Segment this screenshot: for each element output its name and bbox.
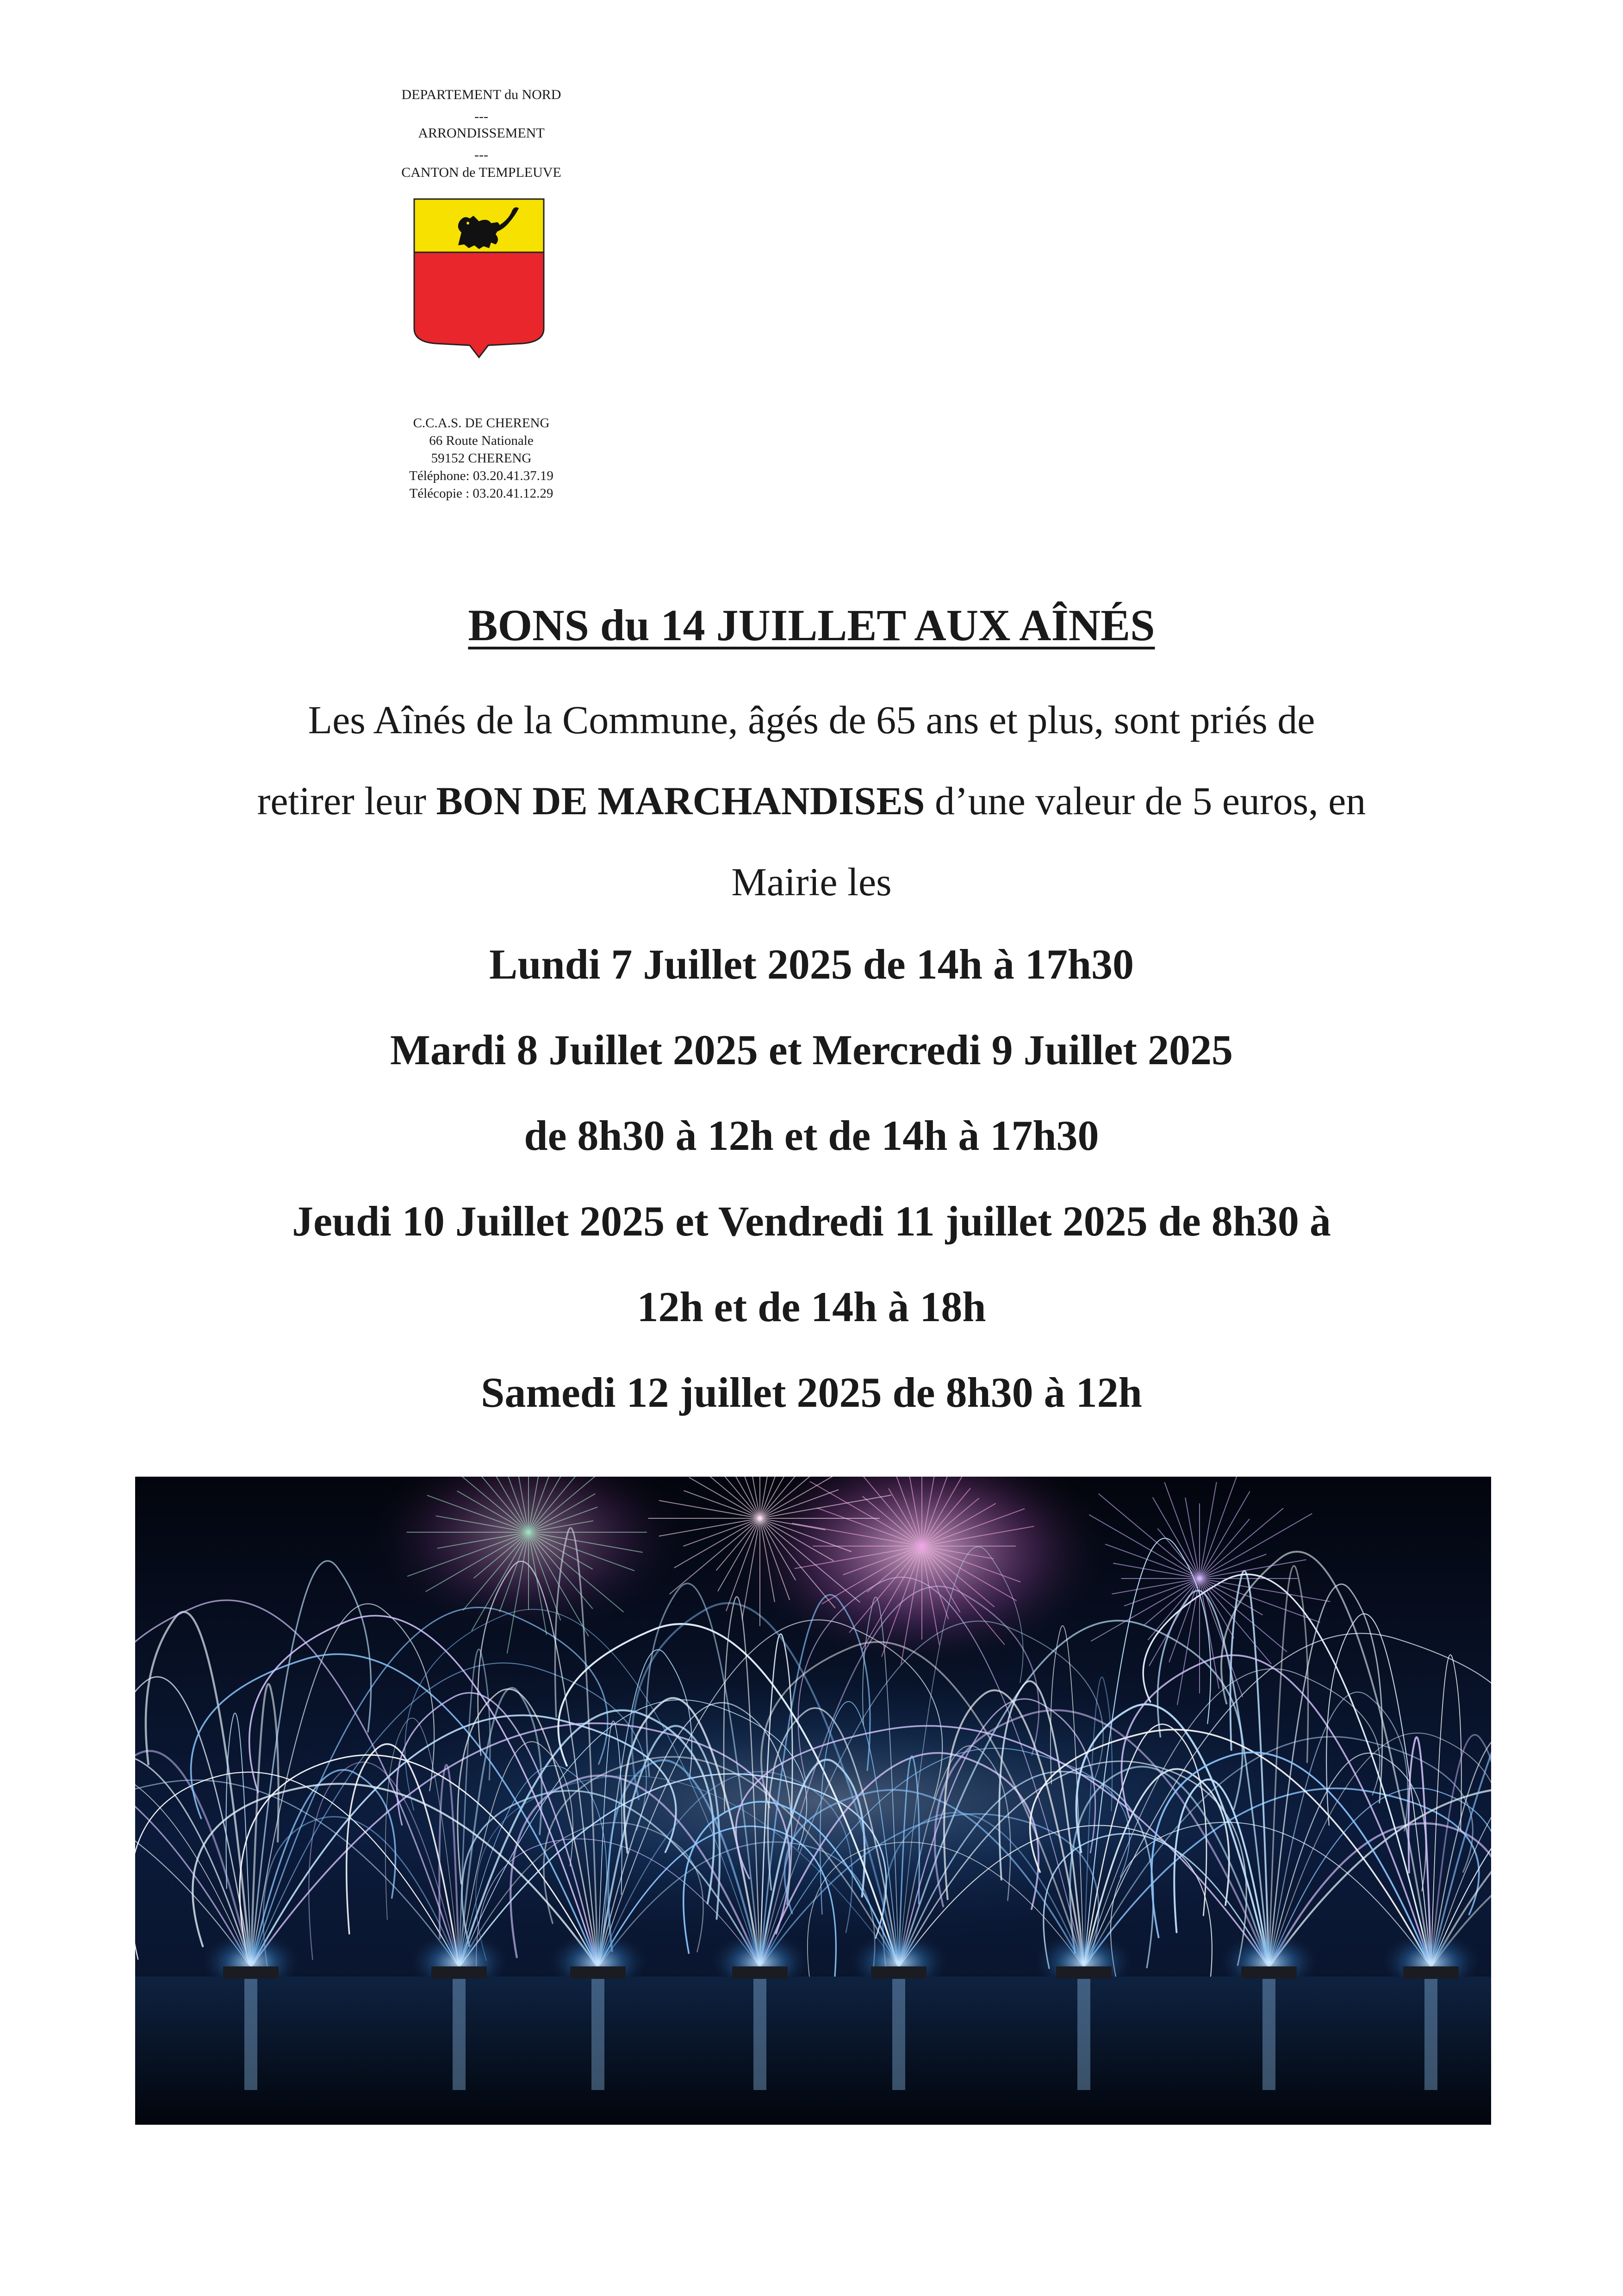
schedule-line: 12h et de 14h à 18h (637, 1283, 986, 1330)
lake-water (135, 1977, 1491, 2125)
intro-line-1: Les Aînés de la Commune, âgés de 65 ans et plus, sont priés de (308, 698, 1315, 742)
intro-emphasis: BON DE MARCHANDISES (436, 779, 925, 823)
water-reflection (1424, 1979, 1437, 2090)
city: 59152 CHERENG (431, 451, 532, 466)
schedule-line: Samedi 12 juillet 2025 de 8h30 à 12h (481, 1369, 1142, 1416)
boat-silhouette (570, 1966, 626, 1978)
water-reflection (1077, 1979, 1090, 2090)
street: 66 Route Nationale (429, 433, 534, 448)
water-reflection (244, 1979, 257, 2090)
department-label: DEPARTEMENT du NORD (401, 87, 561, 102)
schedule-line: Mardi 8 Juillet 2025 et Mercredi 9 Juillet 2025 (390, 1026, 1233, 1073)
boat-silhouette (431, 1966, 487, 1978)
fireworks-photo (135, 1477, 1491, 2125)
fax: Télécopie : 03.20.41.12.29 (409, 486, 553, 501)
shield-red-field (414, 252, 544, 357)
boat-silhouette (223, 1966, 279, 1978)
intro-line-3: Mairie les (731, 860, 892, 904)
arrondissement-label: ARRONDISSEMENT (418, 125, 545, 141)
intro-line-2 (0, 778, 1623, 824)
phone: Téléphone: 03.20.41.37.19 (409, 468, 553, 483)
canton-label: CANTON de TEMPLEUVE (401, 165, 561, 180)
schedule-line: de 8h30 à 12h et de 14h à 17h30 (524, 1112, 1099, 1159)
boat-silhouette (732, 1966, 788, 1978)
water-reflection (1262, 1979, 1275, 2090)
org-name: C.C.A.S. DE CHERENG (413, 416, 550, 430)
page-title: BONS du 14 JUILLET AUX AÎNÉS (468, 600, 1155, 650)
separator: --- (474, 109, 488, 124)
coat-of-arms-lion-icon (410, 194, 548, 361)
intro-text: retirer leur (257, 779, 436, 823)
water-reflection (453, 1979, 466, 2090)
boat-silhouette (1056, 1966, 1112, 1978)
boat-silhouette (871, 1966, 927, 1978)
separator: --- (474, 147, 488, 162)
water-reflection (753, 1979, 766, 2090)
water-reflection (591, 1979, 604, 2090)
water-reflection (892, 1979, 905, 2090)
intro-text: d’une valeur de 5 euros, en (925, 779, 1366, 823)
boat-silhouette (1403, 1966, 1459, 1978)
ccas-address (361, 414, 602, 502)
schedule-line: Jeudi 10 Juillet 2025 et Vendredi 11 juillet 2025 de 8h30 à (292, 1198, 1331, 1245)
schedule-line: Lundi 7 Juillet 2025 de 14h à 17h30 (489, 941, 1134, 988)
boat-silhouette (1241, 1966, 1297, 1978)
